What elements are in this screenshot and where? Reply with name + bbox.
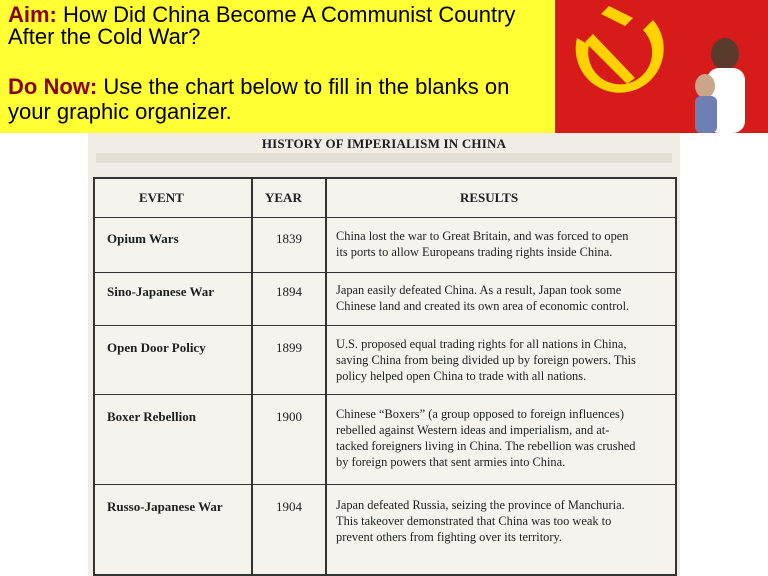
- results-line: by foreign powers that sent armies into China.: [336, 455, 566, 469]
- results-line: U.S. proposed equal trading rights for all nations in China,: [336, 337, 627, 351]
- results-line: prevent others from fighting over its territory.: [336, 530, 562, 544]
- aim-label: Aim:: [8, 2, 57, 27]
- event-cell: Boxer Rebellion: [107, 409, 196, 424]
- results-line: This takeover demonstrated that China was too weak to: [336, 514, 612, 528]
- communist-flag-photo: [555, 0, 768, 133]
- aim-text: How Did China Become A Communist Country After the Cold War?: [8, 2, 516, 49]
- results-line: its ports to allow Europeans trading rights inside China.: [336, 245, 613, 259]
- bleed-through-text: [96, 153, 672, 163]
- results-line: rebelled against Western ideas and imperialism, and at-: [336, 423, 610, 437]
- event-cell: Russo-Japanese War: [107, 499, 223, 514]
- results-line: tacked foreigners living in China. The rebellion was crushed: [336, 439, 636, 453]
- table-row: [95, 485, 675, 570]
- aim-statement: [8, 4, 555, 48]
- event-cell: Opium Wars: [107, 231, 179, 246]
- table-row: [95, 219, 675, 273]
- hammer-and-sickle-icon: [555, 0, 768, 133]
- do-now-label: Do Now:: [8, 74, 98, 99]
- table-title: HISTORY OF IMPERIALISM IN CHINA: [261, 136, 507, 151]
- year-cell: 1839: [276, 231, 302, 246]
- table-row: [95, 395, 675, 485]
- results-cell: [336, 228, 666, 260]
- results-line: Japan defeated Russia, seizing the province of Manchuria.: [336, 498, 625, 512]
- event-cell: Open Door Policy: [107, 340, 206, 355]
- year-cell: 1904: [276, 499, 302, 514]
- do-now-text: Use the chart below to fill in the blanks on your graphic organizer.: [8, 74, 510, 124]
- table-header-row: [95, 179, 675, 218]
- year-cell: 1899: [276, 340, 302, 355]
- results-line: policy helped open China to trade with all nations.: [336, 369, 587, 383]
- aim-header: [0, 0, 555, 133]
- imperialism-table: [93, 177, 677, 576]
- header-results: RESULTS: [460, 190, 519, 205]
- table-row: [95, 273, 675, 326]
- results-line: saving China from being divided up by foreign powers. This: [336, 353, 636, 367]
- results-line: China lost the war to Great Britain, and was forced to open: [336, 229, 629, 243]
- results-cell: [336, 282, 666, 314]
- do-now-statement: [8, 74, 555, 124]
- header-year: YEAR: [265, 190, 302, 205]
- table-row: [95, 326, 675, 395]
- event-cell: Sino-Japanese War: [107, 284, 215, 299]
- year-cell: 1894: [276, 284, 302, 299]
- results-line: Japan easily defeated China. As a result, Japan took some: [336, 283, 622, 297]
- results-cell: [336, 406, 666, 470]
- results-cell: [336, 336, 666, 384]
- results-line: Chinese “Boxers” (a group opposed to foreign influences): [336, 407, 624, 421]
- header-event: EVENT: [139, 190, 184, 205]
- results-cell: [336, 497, 666, 545]
- year-cell: 1900: [276, 409, 302, 424]
- scanned-textbook-page: [88, 133, 680, 576]
- results-line: Chinese land and created its own area of economic control.: [336, 299, 630, 313]
